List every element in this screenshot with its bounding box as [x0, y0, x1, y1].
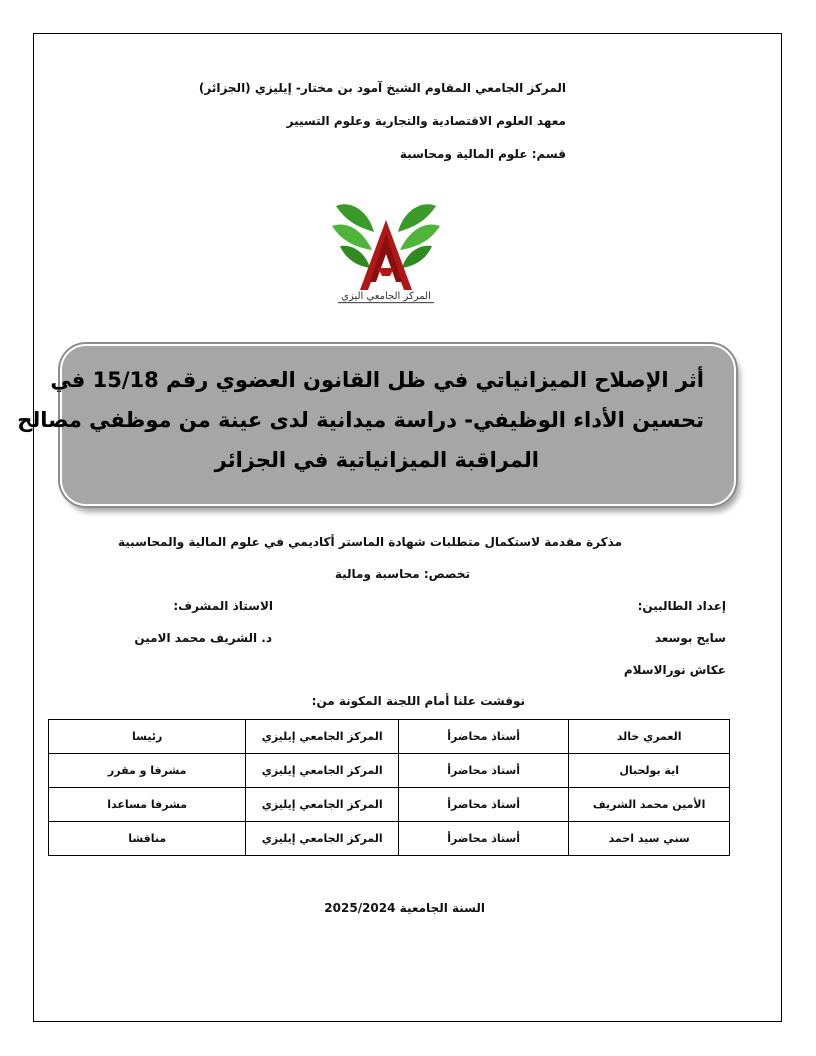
students-label: إعداد الطالبين: [637, 599, 726, 613]
table-row [49, 788, 730, 822]
member-role: مناقشا [49, 822, 246, 856]
title-line-2: تحسين الأداء الوظيفي- دراسة ميدانية لدى عينة من موظفي مصالح [17, 408, 704, 432]
committee-table [48, 719, 730, 856]
university-name: المركز الجامعي المقاوم الشيخ آمود بن مختار- إيليزي (الجزائر) [198, 81, 566, 95]
member-rank: أستاذ محاضرأ [399, 720, 569, 754]
member-role: مشرفا مساعدا [49, 788, 246, 822]
supervisor-label: الاستاذ المشرف: [173, 599, 273, 613]
supervisor-name: د. الشريف محمد الامين [134, 631, 272, 645]
member-name: سني سيد احمد [569, 822, 730, 856]
department-name: قسم: علوم المالية ومحاسبة [399, 147, 566, 161]
member-rank: أستاذ محاضرأ [399, 788, 569, 822]
table-row [49, 720, 730, 754]
table-row [49, 754, 730, 788]
member-institution: المركز الجامعي إيليزي [246, 754, 399, 788]
student-name-1: سايح بوسعد [654, 631, 726, 645]
member-institution: المركز الجامعي إيليزي [246, 788, 399, 822]
member-role: رئيسا [49, 720, 246, 754]
table-row [49, 822, 730, 856]
academic-year: السنة الجامعية 2025/2024 [324, 901, 485, 915]
member-name: الأمين محمد الشريف [569, 788, 730, 822]
university-logo [330, 198, 442, 320]
thesis-title-box [17, 344, 736, 506]
institute-name: معهد العلوم الاقتصادية والتجارية وعلوم التسيير [286, 114, 566, 128]
member-institution: المركز الجامعي إيليزي [246, 822, 399, 856]
member-name: العمري خالد [569, 720, 730, 754]
specialty: تخصص: محاسبة ومالية [334, 567, 470, 581]
page-border [17, 33, 782, 1022]
memo-statement: مذكرة مقدمة لاستكمال متطلبات شهادة الماستر أكاديمي في علوم المالية والمحاسبية [118, 535, 622, 549]
member-role: مشرفا و مقرر [49, 754, 246, 788]
student-name-2: عكاش نورالاسلام [623, 663, 726, 677]
member-name: اية بولحبال [569, 754, 730, 788]
member-rank: أستاذ محاضرأ [399, 754, 569, 788]
logo-caption: المركز الجامعي اليزي [341, 291, 431, 302]
member-rank: أستاذ محاضرأ [399, 822, 569, 856]
title-line-3: المراقبة الميزانياتية في الجزائر [214, 448, 539, 472]
committee-intro: نوقشت علنا أمام اللجنة المكونة من: [311, 694, 525, 708]
title-line-1: أثر الإصلاح الميزانياتي في ظل القانون العضوي رقم 15/18 في [50, 368, 704, 392]
member-institution: المركز الجامعي إيليزي [246, 720, 399, 754]
